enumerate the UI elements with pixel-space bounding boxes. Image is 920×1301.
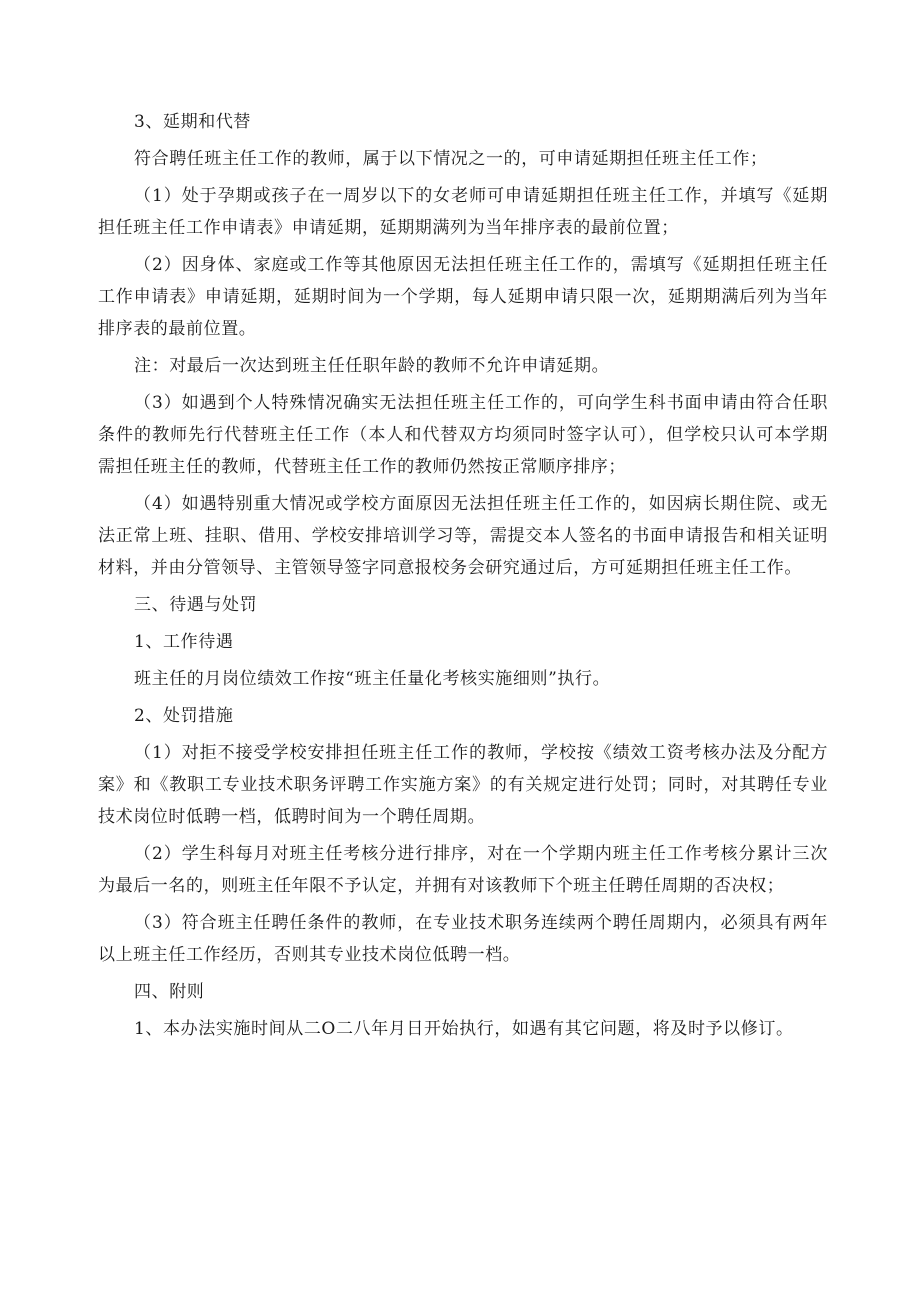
treatment-text: 班主任的月岗位绩效工作按“班主任量化考核实施细则”执行。 [134, 669, 611, 689]
chapter-heading-supplementary: 四、附则 [134, 982, 205, 1002]
penalty-item-3: （3）符合班主任聘任条件的教师，在专业技术职务连续两个聘任周期内，必须具有两年以上班主任工作经历，否则其专业技术岗位低聘一档。 [98, 913, 828, 965]
extension-item-1: （1）处于孕期或孩子在一周岁以下的女老师可申请延期担任班主任工作，并填写《延期担任班主任工作申请表》申请延期，延期期满列为当年排序表的最前位置； [98, 186, 828, 238]
supplementary-item-1: 1、本办法实施时间从二O二八年月日开始执行，如遇有其它问题，将及时予以修订。 [134, 1019, 794, 1039]
penalty-item-2: （2）学生科每月对班主任考核分进行排序，对在一个学期内班主任工作考核分累计三次为最后一名的，则班主任年限不予认定，并拥有对该教师下个班主任聘任周期的否决权； [98, 844, 828, 896]
extension-item-4: （4）如遇特别重大情况或学校方面原因无法担任班主任工作的，如因病长期住院、或无法正常上班、挂职、借用、学校安排培训学习等，需提交本人签名的书面申请报告和相关证明材料，并由分管领导、主管领导签字同意报校务会研究通过后，方可延期担任班主任工作。 [98, 494, 828, 578]
extension-intro: 符合聘任班主任工作的教师，属于以下情况之一的，可申请延期担任班主任工作； [134, 149, 768, 169]
penalty-item-1: （1）对拒不接受学校安排担任班主任工作的教师，学校按《绩效工资考核办法及分配方案》和《教职工专业技术职务评聘工作实施方案》的有关规定进行处罚；同时，对其聘任专业技术岗位时低聘一档，低聘时间为一个聘任周期。 [98, 743, 828, 827]
chapter-heading-treatment-penalty: 三、待遇与处罚 [134, 595, 258, 615]
section-heading-treatment: 1、工作待遇 [134, 632, 234, 652]
extension-item-3: （3）如遇到个人特殊情况确实无法担任班主任工作的，可向学生科书面申请由符合任职条件的教师先行代替班主任工作（本人和代替双方均须同时签字认可），但学校只认可本学期需担任班主任的教师，代替班主任工作的教师仍然按正常顺序排序； [98, 393, 828, 477]
extension-note: 注：对最后一次达到班主任任职年龄的教师不允许申请延期。 [134, 356, 610, 376]
extension-item-2: （2）因身体、家庭或工作等其他原因无法担任班主任工作的，需填写《延期担任班主任工作申请表》申请延期，延期时间为一个学期，每人延期申请只限一次，延期期满后列为当年排序表的最前位置。 [98, 255, 828, 339]
section-heading-penalty: 2、处罚措施 [134, 706, 234, 726]
document-page [98, 106, 828, 1050]
section-heading-extension: 3、延期和代替 [134, 112, 252, 132]
